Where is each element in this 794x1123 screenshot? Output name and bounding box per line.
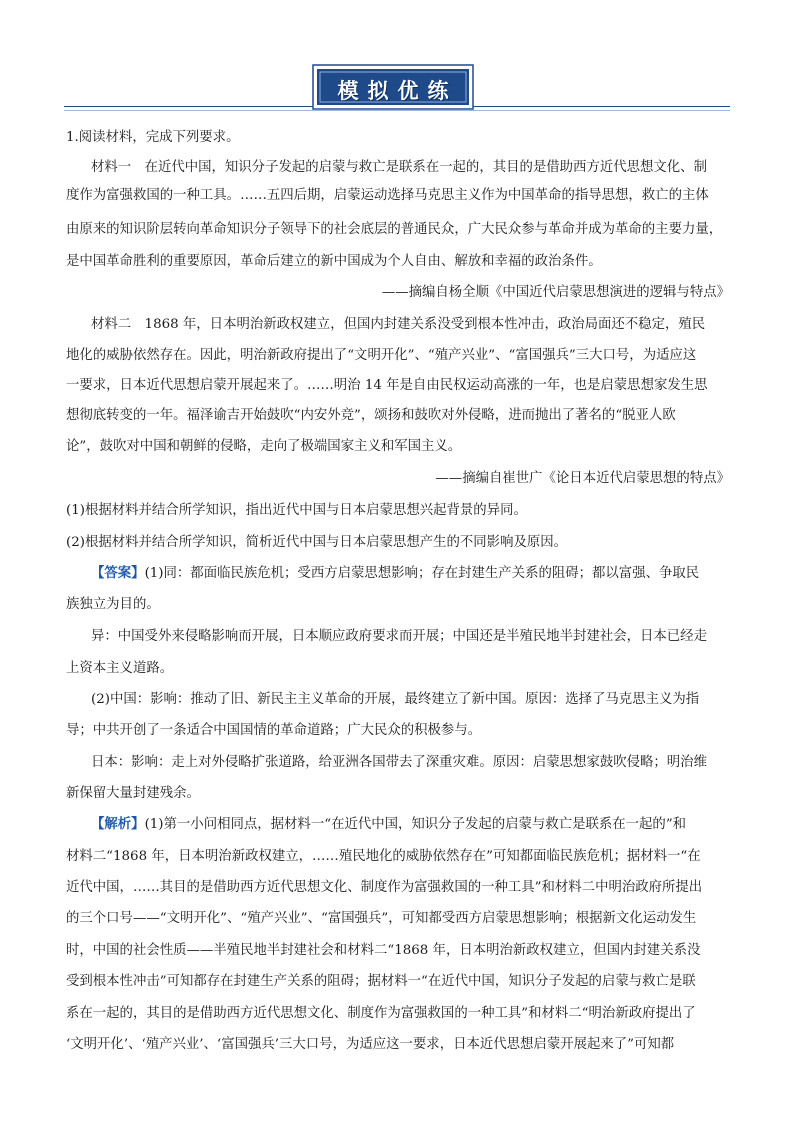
answer-line: (2)中国：影响：推动了旧、新民主主义革命的开展，最终建立了新中国。原因：选择了马克思主义为指 xyxy=(91,692,700,707)
analysis-line: 的三个口号——“文明开化”、“殖产兴业”、“富国强兵”，可知都受西方启蒙思想影响；根据新文化运动发生 xyxy=(66,911,697,926)
section-banner xyxy=(312,64,474,114)
analysis-label: 【解析】 xyxy=(91,817,145,832)
material1-line: 是中国革命胜利的重要原因，革命后建立的新中国成为个人自由、解放和幸福的政治条件。 xyxy=(66,254,602,269)
banner-title: 模拟优练 xyxy=(337,79,458,103)
material2-line: 一要求，日本近代思想启蒙开展起来了。……明治 14 年是自由民权运动高涨的一年，也是启蒙思想家发生思 xyxy=(66,378,708,393)
material2-line: 地化的威胁依然存在。因此，明治新政府提出了“文明开化”、“殖产兴业”、“富国强兵”三大口号，为适应这 xyxy=(66,348,697,363)
material2-source: ——摘编自崔世广《论日本近代启蒙思想的特点》 xyxy=(435,471,730,486)
answer-line: 日本：影响：走上对外侵略扩张道路，给亚洲各国带去了深重灾难。原因：启蒙思想家鼓吹侵略；明治维 xyxy=(91,755,707,770)
answer-line: 【答案】(1)同：都面临民族危机；受西方启蒙思想影响；存在封建生产关系的阻碍；都以富强、争取民 xyxy=(91,566,700,581)
question-intro: 1.阅读材料，完成下列要求。 xyxy=(66,130,240,145)
material2-line: 想彻底转变的一年。福泽谕吉开始鼓吹“内安外竞”，颂扬和鼓吹对外侵略，进而抛出了著名的“脱亚人欧 xyxy=(66,408,676,423)
answer-label: 【答案】 xyxy=(91,566,145,581)
answer-line: 异：中国受外来侵略影响而开展，日本顺应政府要求而开展；中国还是半殖民地半封建社会，日本已经走 xyxy=(91,629,707,644)
analysis-line: 时，中国的社会性质——半殖民地半封建社会和材料二“1868 年，日本明治新政权建立，但国内封建关系没 xyxy=(66,943,701,958)
analysis-line: 材料二“1868 年，日本明治新政权建立，……殖民地化的威胁依然存在”可知都面临民族危机；据材料一“在 xyxy=(66,849,701,864)
answer-line: 新保留大量封建残余。 xyxy=(66,786,200,801)
analysis-line: 受到根本性冲击”可知都存在封建生产关系的阻碍；据材料一“在近代中国，知识分子发起的启蒙与救亡是联 xyxy=(66,974,696,989)
answer-line: 上资本主义道路。 xyxy=(66,661,174,676)
question-2: (2)根据材料并结合所学知识，简析近代中国与日本启蒙思想产生的不同影响及原因。 xyxy=(66,535,568,550)
material2-line: 材料二 1868 年，日本明治新政权建立，但国内封建关系没受到根本性冲击，政治局面还不稳定，殖民 xyxy=(91,317,706,332)
material2-line: 论”，鼓吹对中国和朝鲜的侵略，走向了极端国家主义和军国主义。 xyxy=(66,439,462,454)
question-1: (1)根据材料并结合所学知识，指出近代中国与日本启蒙思想兴起背景的异同。 xyxy=(66,503,527,518)
analysis-line: ‘文明开化’、‘殖产兴业’、‘富国强兵’三大口号，为适应这一要求，日本近代思想启蒙开展起来了”可知都 xyxy=(66,1037,675,1052)
analysis-line: 【解析】(1)第一小问相同点，据材料一“在近代中国，知识分子发起的启蒙与救亡是联系在一起的”和 xyxy=(91,817,687,832)
material1-line: 材料一 在近代中国，知识分子发起的启蒙与救亡是联系在一起的，其目的是借助西方近代思想文化、制 xyxy=(91,160,707,175)
answer-line: 导；中共开创了一条适合中国国情的革命道路；广大民众的积极参与。 xyxy=(66,723,482,738)
analysis-line: 系在一起的，其目的是借助西方近代思想文化、制度作为富强救国的一种工具”和材料二“明治新政府提出了 xyxy=(66,1006,696,1021)
analysis-line: 近代中国，……其目的是借助西方近代思想文化、制度作为富强救国的一种工具”和材料二中明治政府所提出 xyxy=(66,880,703,895)
answer-line: 族独立为目的。 xyxy=(66,597,160,612)
material1-line: 度作为富强救国的一种工具。……五四后期，启蒙运动选择马克思主义作为中国革命的指导思想，救亡的主体 xyxy=(66,188,709,203)
material1-source: ——摘编自杨全顺《中国近代启蒙思想演进的逻辑与特点》 xyxy=(381,285,730,300)
material1-line: 由原来的知识阶层转向革命知识分子领导下的社会底层的普通民众，广大民众参与革命并成为革命的主要力量， xyxy=(66,222,723,237)
